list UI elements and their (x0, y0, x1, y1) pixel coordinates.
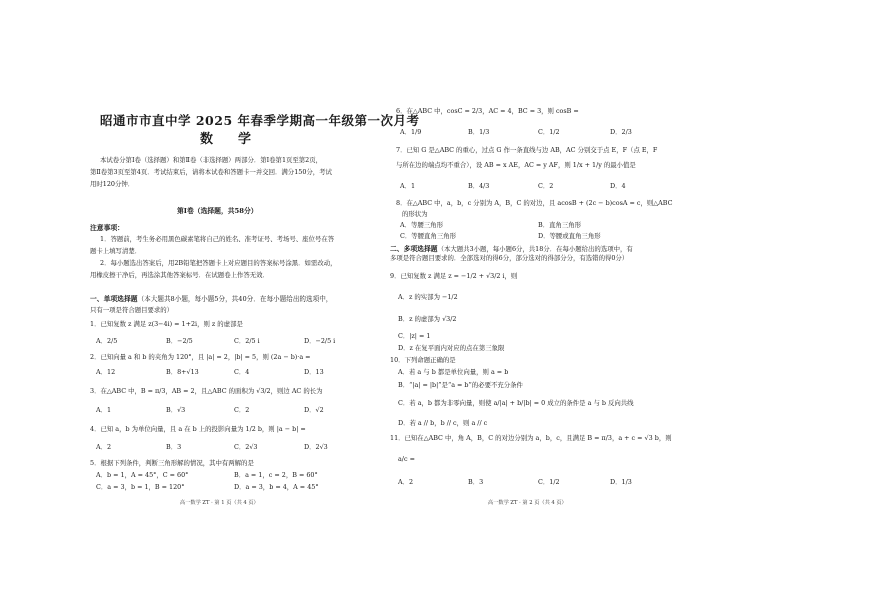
q3-option-d: D．√2 (304, 406, 324, 414)
q8-option-c: C．等腰直角三角形 (400, 232, 457, 240)
q7-option-c: C．2 (538, 182, 554, 190)
q8-stem-b: 的形状为 (402, 210, 428, 218)
q6-option-b: B．1/3 (468, 128, 490, 136)
q9-stem: 9．已知复数 z 满足 z = −1/2 + √3/2 i，则 (390, 272, 518, 280)
q4-option-b: B．3 (166, 443, 182, 451)
q11-option-c: C．1/2 (538, 478, 560, 486)
q4-option-d: D．2√3 (304, 443, 328, 451)
q6-option-a: A．1/9 (400, 128, 422, 136)
section2-desc-a: （本大题共3小题，每小题6分，共18分．在每小题给出的选项中，有 (437, 245, 633, 253)
q1-option-b: B．−2/5 (166, 337, 193, 345)
q2-stem: 2．已知向量 a 和 b 的夹角为 120°，且 |a| = 2，|b| = 5，则 (2a − b)·a = (90, 353, 311, 361)
q2-option-b: B．8+√13 (166, 368, 199, 376)
q5-option-b: B．a = 1，c = 2，B = 60° (234, 471, 318, 479)
notice-1a: 1．答题前，考生务必用黑色碳素笔将自己的姓名、准考证号、考场号、座位号在答 (100, 235, 335, 243)
q2-option-a: A．12 (96, 368, 116, 376)
notice-1b: 题卡上填写清楚． (90, 247, 142, 255)
section2-header (390, 243, 633, 253)
q11-option-b: B．3 (468, 478, 484, 486)
q3-stem: 3．在△ABC 中，B = π/3，AB = 2，且△ABC 的面积为 √3/2，则边 AC 的长为 (90, 387, 323, 395)
intro-line-1: 本试卷分第Ⅰ卷（选择题）和第Ⅱ卷（非选择题）两部分．第Ⅰ卷第1页至第2页， (100, 156, 323, 164)
q11-option-a: A．2 (398, 478, 414, 486)
q2-option-c: C．4 (234, 368, 250, 376)
notice-title: 注意事项： (90, 224, 124, 232)
q7-stem-b: 与所在边的端点均不重合），设 AB = x AE，AC = y AF，则 1/x + 1/y 的最小值是 (396, 161, 636, 169)
section1-desc-a: （本大题共8小题，每小题5分，共40分．在每小题给出的选项中， (137, 295, 333, 303)
part1-heading: 第Ⅰ卷（选择题，共58分） (177, 207, 258, 215)
q10-option-a: A．若 a 与 b 都是单位向量，则 a = b (398, 368, 509, 376)
q11-option-d: D．1/3 (610, 478, 632, 486)
q1-option-a: A．2/5 (96, 337, 118, 345)
q11-stem: 11．已知在△ABC 中，角 A，B，C 的对边分别为 a，b，c，且满足 B = π/3，a + c = √3 b，则 (390, 434, 672, 442)
section2-heading: 二、多项选择题 (390, 245, 438, 253)
q3-option-c: C．2 (234, 406, 250, 414)
q3-option-b: B．√3 (166, 406, 186, 414)
q1-option-c: C．2/5 i (234, 337, 260, 345)
q1-stem: 1．已知复数 z 满足 z(3−4i) = 1+2i，则 z 的虚部是 (90, 320, 243, 328)
q11-fraction: a/c = (398, 455, 415, 463)
q5-option-c: C．a = 3，b = 1，B = 120° (96, 483, 185, 491)
q2-option-d: D．13 (304, 368, 324, 376)
q7-option-b: B．4/3 (468, 182, 490, 190)
q7-stem-a: 7．已知 G 是△ABC 的重心，过点 G 作一条直线与边 AB，AC 分别交于点 E，F（点 E，F (396, 146, 658, 154)
footer-left: 高一数学 ZT · 第 1 页（共 4 页） (180, 500, 259, 506)
q10-stem: 10．下列命题正确的是 (390, 356, 456, 364)
section2-desc-b: 多项是符合题目要求的．全部选对的得6分，部分选对的得部分分，有选错的得0分） (390, 254, 629, 262)
q6-stem: 6．在△ABC 中，cosC = 2/3，AC = 4，BC = 3，则 cosB = (396, 107, 579, 115)
q9-option-b: B．z 的虚部为 √3/2 (398, 315, 457, 323)
exam-title: 昭通市市直中学 2025 年春季学期高一年级第一次月考 (100, 113, 420, 128)
notice-2b: 用橡皮擦干净后，再选涂其他答案标号．在试题卷上作答无效． (90, 271, 269, 279)
subject-title: 数 学 (200, 132, 258, 147)
q9-option-d: D．z 在复平面内对应的点在第三象限 (398, 344, 505, 352)
q4-option-a: A．2 (96, 443, 112, 451)
q10-option-b: B．“|a| = |b|”是“a = b”的必要不充分条件 (398, 381, 523, 389)
q10-option-c: C．若 a，b 都为非零向量，则使 a/|a| + b/|b| = 0 成立的条件是 a 与 b 反向共线 (398, 399, 634, 407)
q7-option-d: D．4 (610, 182, 626, 190)
q8-option-a: A．等腰三角形 (400, 221, 443, 229)
q9-option-c: C．|z| = 1 (398, 332, 431, 340)
q5-stem: 5．根据下列条件，判断三角形解的情况，其中有两解的是 (90, 459, 254, 467)
q3-option-a: A．1 (96, 406, 112, 414)
q5-option-d: D．a = 3，b = 4，A = 45° (234, 483, 319, 491)
q4-option-c: C．2√3 (234, 443, 258, 451)
q1-option-d: D．−2/5 i (304, 337, 336, 345)
footer-right: 高一数学 ZT · 第 2 页（共 4 页） (488, 500, 567, 506)
q8-option-b: B．直角三角形 (538, 221, 582, 229)
section1-header (90, 293, 332, 303)
q10-option-d: D．若 a // b，b // c，则 a // c (398, 419, 488, 427)
q6-option-c: C．1/2 (538, 128, 560, 136)
q9-option-a: A．z 的实部为 −1/2 (398, 293, 458, 301)
q4-stem: 4．已知 a，b 为单位向量，且 a 在 b 上的投影向量为 1/2 b，则 |a − b| = (90, 425, 306, 433)
notice-2a: 2．每小题选出答案后，用2B铅笔把答题卡上对应题目的答案标号涂黑．如需改动， (100, 259, 337, 267)
q8-option-d: D．等腰或直角三角形 (538, 232, 601, 240)
q8-stem-a: 8．在△ABC 中，a，b，c 分别为 A，B，C 的对边，且 acosB + (2c − b)cosA = c，则△ABC (396, 199, 673, 207)
section1-desc-b: 只有一项是符合题目要求的） (90, 306, 174, 314)
q7-option-a: A．1 (400, 182, 416, 190)
intro-line-3: 用时120分钟． (90, 180, 135, 188)
q5-option-a: A．b = 1，A = 45°，C = 60° (96, 471, 189, 479)
section1-heading: 一、单项选择题 (90, 295, 138, 303)
q6-option-d: D．2/3 (610, 128, 632, 136)
intro-line-2: 第Ⅱ卷第3页至第4页．考试结束后，请将本试卷和答题卡一并交回．满分150分，考试 (90, 168, 332, 176)
